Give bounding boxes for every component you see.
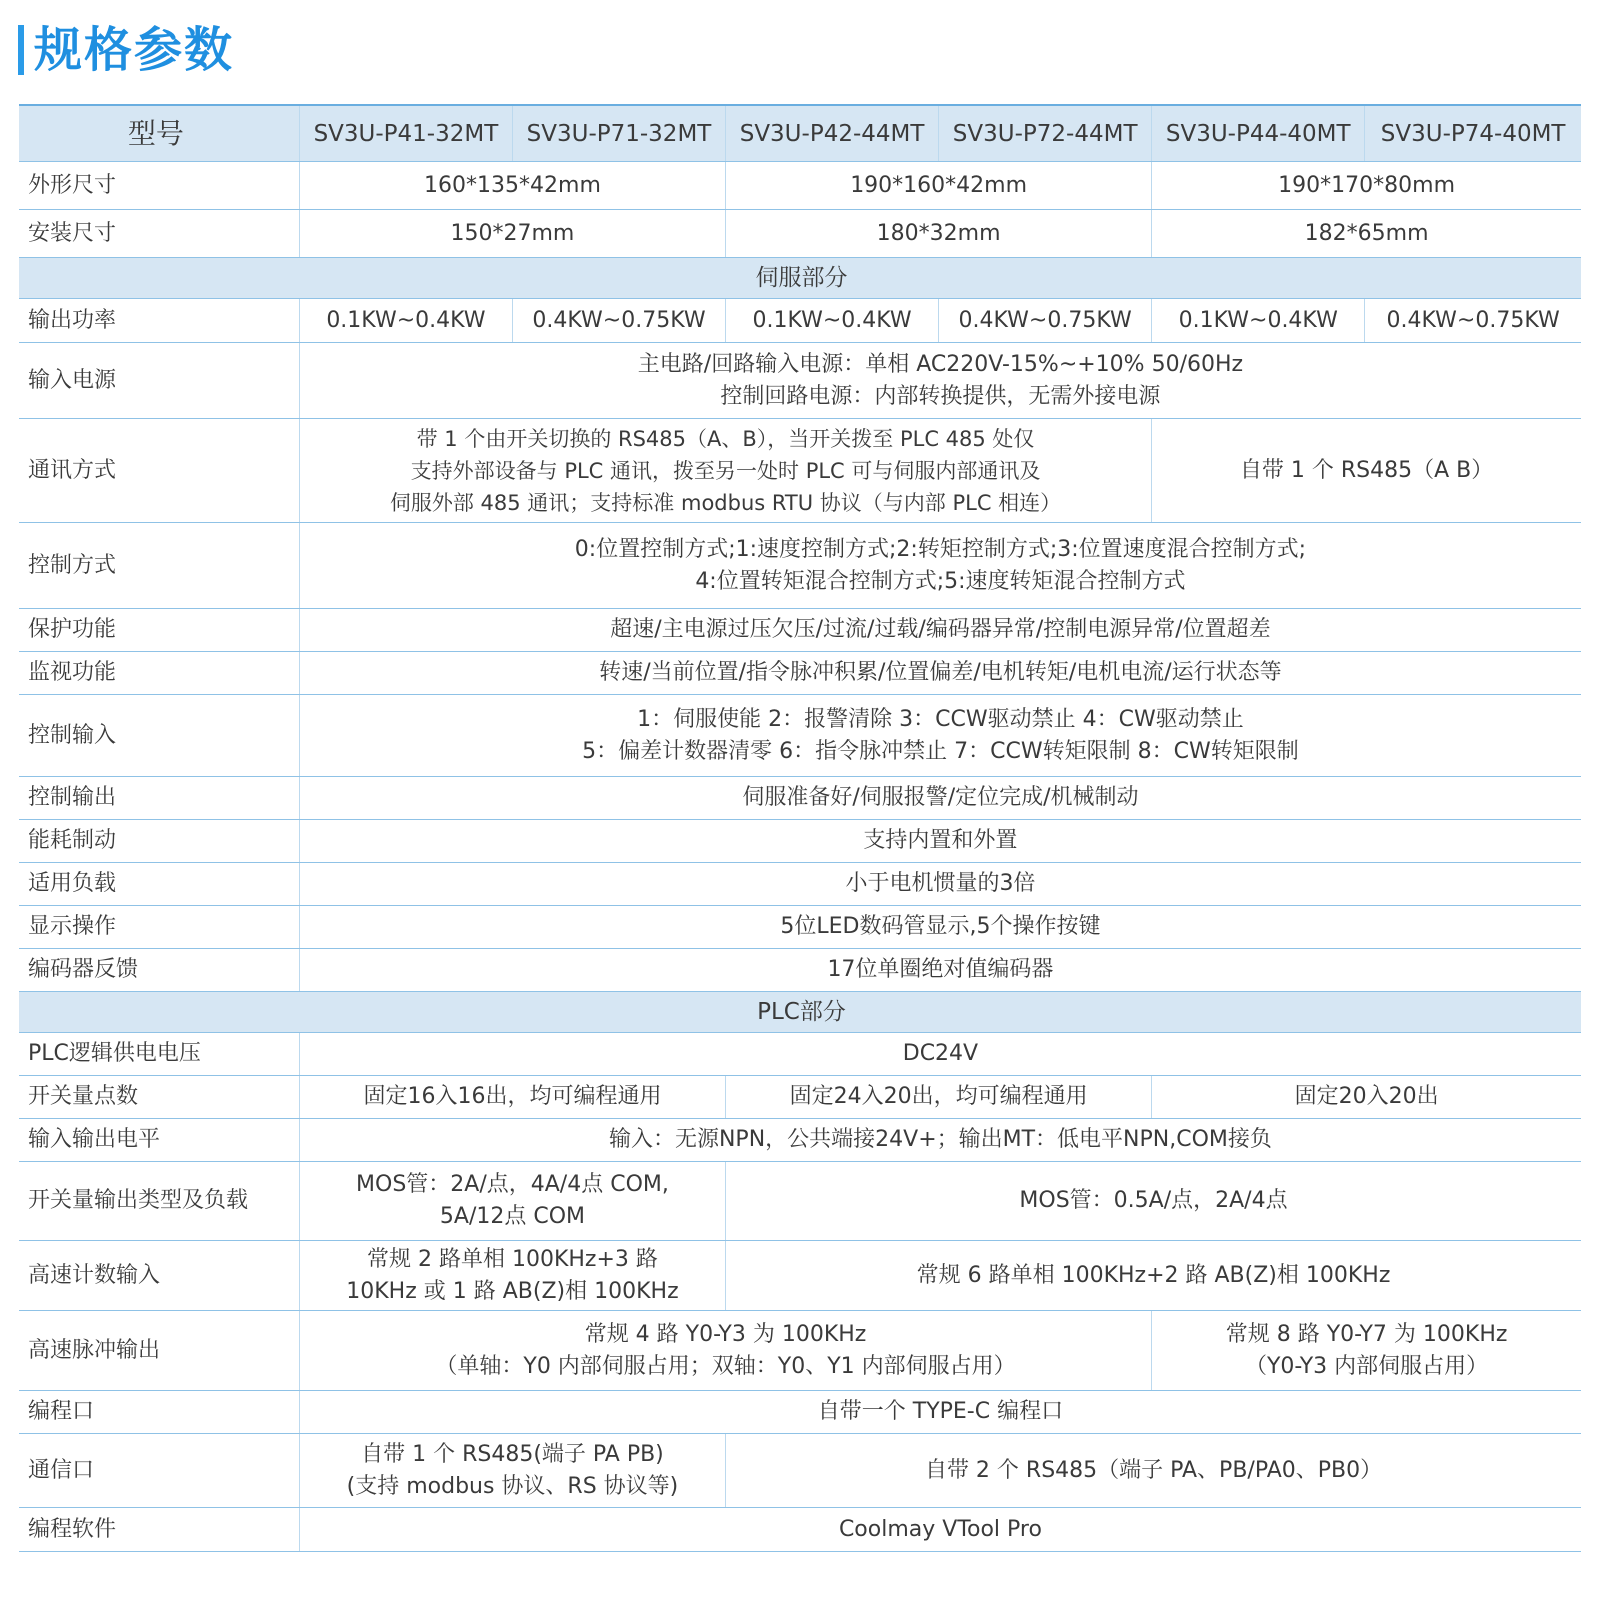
value-cell: 固定16入16出，均可编程通用 — [299, 1076, 725, 1119]
value-line: 4:位置转矩混合控制方式;5:速度转矩混合控制方式 — [695, 568, 1186, 594]
table-row — [19, 1162, 1581, 1241]
value-line: 常规 4 路 Y0-Y3 为 100KHz — [584, 1321, 867, 1347]
value-cell: 常规 6 路单相 100KHz+2 路 AB(Z)相 100KHz — [726, 1241, 1581, 1311]
value-line: (支持 modbus 协议、RS 协议等) — [346, 1473, 679, 1499]
table-row — [19, 1241, 1581, 1311]
value-line: 常规 2 路单相 100KHz+3 路 — [366, 1246, 658, 1272]
value-cell — [299, 1162, 725, 1241]
model-label: 型号 — [19, 105, 299, 162]
row-label: 控制输入 — [19, 695, 299, 777]
row-label: 编程口 — [19, 1391, 299, 1434]
value-line: 5A/12点 COM — [439, 1204, 585, 1229]
row-label: 编程软件 — [19, 1508, 299, 1552]
table-row — [19, 299, 1581, 343]
row-label: 开关量输出类型及负载 — [19, 1162, 299, 1241]
section-title: PLC部分 — [19, 992, 1581, 1033]
value-cell — [299, 1241, 725, 1311]
table-row — [19, 1076, 1581, 1119]
value-cell: 0.1KW~0.4KW — [726, 299, 939, 343]
row-label: 通信口 — [19, 1434, 299, 1508]
value-cell: 自带 1 个 RS485（A B） — [1152, 419, 1581, 523]
value-cell: 150*27mm — [299, 210, 725, 258]
table-row — [19, 820, 1581, 863]
value-cell — [299, 1434, 725, 1508]
table-row — [19, 695, 1581, 777]
value-cell: Coolmay VTool Pro — [299, 1508, 1581, 1552]
value-cell: 固定24入20出，均可编程通用 — [726, 1076, 1152, 1119]
value-line: 伺服外部 485 通讯；支持标准 modbus RTU 协议（与内部 PLC 相连） — [389, 490, 1062, 515]
value-cell: 190*160*42mm — [726, 162, 1152, 210]
page-title-block — [18, 22, 234, 78]
value-cell: 自带 2 个 RS485（端子 PA、PB/PA0、PB0） — [726, 1434, 1581, 1508]
row-label: 输出功率 — [19, 299, 299, 343]
table-row — [19, 609, 1581, 652]
table-row — [19, 1434, 1581, 1508]
value-cell: 190*170*80mm — [1152, 162, 1581, 210]
section-header-servo — [19, 258, 1581, 299]
section-header-plc — [19, 992, 1581, 1033]
value-cell: 180*32mm — [726, 210, 1152, 258]
value-line: 10KHz 或 1 路 AB(Z)相 100KHz — [346, 1278, 679, 1304]
value-line: 1：伺服使能 2：报警清除 3：CCW驱动禁止 4：CW驱动禁止 — [637, 706, 1244, 732]
row-label: 高速计数输入 — [19, 1241, 299, 1311]
value-cell: 160*135*42mm — [299, 162, 725, 210]
value-line: 控制回路电源：内部转换提供，无需外接电源 — [720, 383, 1161, 409]
value-cell: 输入：无源NPN，公共端接24V+；输出MT：低电平NPN,COM接负 — [299, 1119, 1581, 1162]
value-cell: 182*65mm — [1152, 210, 1581, 258]
value-line: 主电路/回路输入电源：单相 AC220V-15%~+10% 50/60Hz — [637, 351, 1244, 377]
row-label: 适用负载 — [19, 863, 299, 906]
value-cell: MOS管：0.5A/点，2A/4点 — [726, 1162, 1581, 1241]
row-label: 高速脉冲输出 — [19, 1311, 299, 1391]
value-cell: 0.4KW~0.75KW — [512, 299, 725, 343]
table-row — [19, 1508, 1581, 1552]
table-row — [19, 162, 1581, 210]
value-line: MOS管：2A/点，4A/4点 COM, — [356, 1172, 669, 1197]
value-line: 0:位置控制方式;1:速度控制方式;2:转矩控制方式;3:位置速度混合控制方式; — [574, 536, 1307, 562]
value-cell — [1152, 1311, 1581, 1391]
value-cell — [299, 1311, 1151, 1391]
row-label: 编码器反馈 — [19, 949, 299, 992]
value-line: 5：偏差计数器清零 6：指令脉冲禁止 7：CCW转矩限制 8：CW转矩限制 — [582, 738, 1299, 764]
value-line: 自带 1 个 RS485(端子 PA PB) — [361, 1441, 664, 1467]
value-cell: 0.1KW~0.4KW — [1152, 299, 1365, 343]
row-label: 控制方式 — [19, 523, 299, 609]
row-label: 控制输出 — [19, 777, 299, 820]
header-row — [19, 105, 1581, 162]
table-row — [19, 863, 1581, 906]
row-label: 能耗制动 — [19, 820, 299, 863]
table-row — [19, 1033, 1581, 1076]
row-label: 安装尺寸 — [19, 210, 299, 258]
table-row — [19, 210, 1581, 258]
value-line: 常规 8 路 Y0-Y7 为 100KHz — [1225, 1321, 1508, 1347]
row-label: 通讯方式 — [19, 419, 299, 523]
value-cell: 超速/主电源过压欠压/过流/过载/编码器异常/控制电源异常/位置超差 — [299, 609, 1581, 652]
value-cell: DC24V — [299, 1033, 1581, 1076]
value-cell: 固定20入20出 — [1152, 1076, 1581, 1119]
row-label: 开关量点数 — [19, 1076, 299, 1119]
value-cell: 0.4KW~0.75KW — [939, 299, 1152, 343]
value-cell: 转速/当前位置/指令脉冲积累/位置偏差/电机转矩/电机电流/运行状态等 — [299, 652, 1581, 695]
value-cell: 5位LED数码管显示,5个操作按键 — [299, 906, 1581, 949]
table-row — [19, 523, 1581, 609]
value-cell — [299, 523, 1581, 609]
table-row — [19, 1391, 1581, 1434]
model-cell: SV3U-P41-32MT — [299, 105, 512, 162]
table-row — [19, 419, 1581, 523]
table-row — [19, 906, 1581, 949]
row-label: 外形尺寸 — [19, 162, 299, 210]
model-cell: SV3U-P42-44MT — [726, 105, 939, 162]
page-title: 规格参数 — [34, 22, 235, 78]
value-cell — [299, 419, 1151, 523]
table-row — [19, 343, 1581, 419]
row-label: 保护功能 — [19, 609, 299, 652]
value-line: （单轴：Y0 内部伺服占用；双轴：Y0、Y1 内部伺服占用） — [435, 1353, 1016, 1379]
title-accent-bar — [18, 25, 24, 75]
value-cell: 小于电机惯量的3倍 — [299, 863, 1581, 906]
value-line: 支持外部设备与 PLC 通讯，拨至另一处时 PLC 可与伺服内部通讯及 — [410, 458, 1041, 483]
model-cell: SV3U-P74-40MT — [1365, 105, 1581, 162]
table-row — [19, 1119, 1581, 1162]
value-cell — [299, 695, 1581, 777]
model-cell: SV3U-P72-44MT — [939, 105, 1152, 162]
value-cell: 0.4KW~0.75KW — [1365, 299, 1581, 343]
table-row — [19, 777, 1581, 820]
model-cell: SV3U-P44-40MT — [1152, 105, 1365, 162]
model-cell: SV3U-P71-32MT — [512, 105, 725, 162]
value-cell: 支持内置和外置 — [299, 820, 1581, 863]
value-cell: 0.1KW~0.4KW — [299, 299, 512, 343]
row-label: PLC逻辑供电电压 — [19, 1033, 299, 1076]
row-label: 输入输出电平 — [19, 1119, 299, 1162]
value-line: 带 1 个由开关切换的 RS485（A、B），当开关拨至 PLC 485 处仅 — [416, 426, 1035, 451]
table-row — [19, 652, 1581, 695]
spec-table — [19, 104, 1581, 1552]
value-cell: 自带一个 TYPE-C 编程口 — [299, 1391, 1581, 1434]
table-row — [19, 949, 1581, 992]
row-label: 监视功能 — [19, 652, 299, 695]
section-title: 伺服部分 — [19, 258, 1581, 299]
value-cell: 17位单圈绝对值编码器 — [299, 949, 1581, 992]
row-label: 显示操作 — [19, 906, 299, 949]
row-label: 输入电源 — [19, 343, 299, 419]
value-cell: 伺服准备好/伺服报警/定位完成/机械制动 — [299, 777, 1581, 820]
table-row — [19, 1311, 1581, 1391]
value-line: （Y0-Y3 内部伺服占用） — [1244, 1353, 1489, 1379]
value-cell — [299, 343, 1581, 419]
